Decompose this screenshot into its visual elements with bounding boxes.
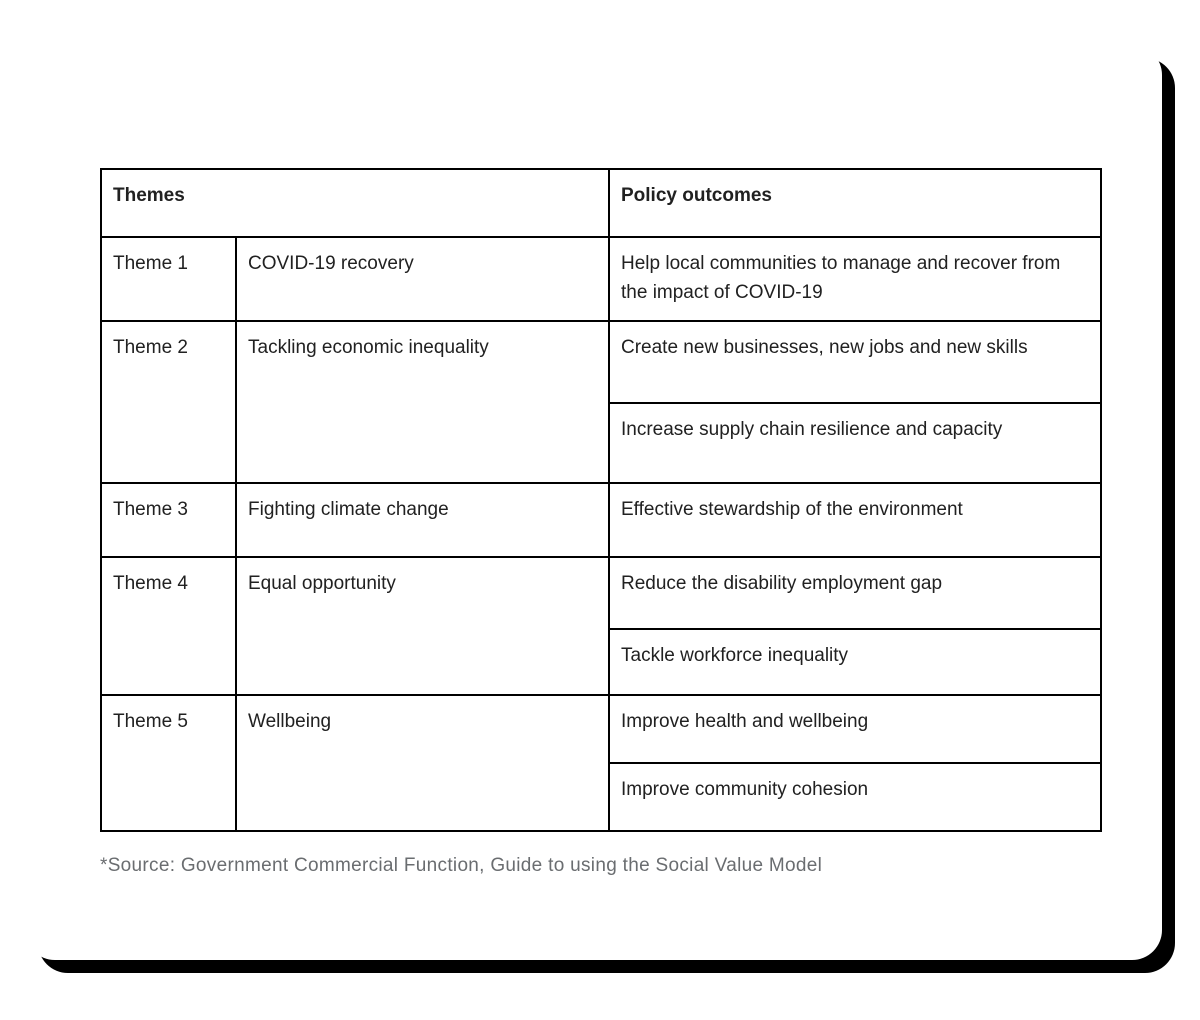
theme-id-cell: Theme 3 xyxy=(101,483,236,557)
table-header-row xyxy=(101,169,1101,237)
social-value-themes-table xyxy=(100,168,1102,832)
source-note: *Source: Government Commercial Function, Guide to using the Social Value Model xyxy=(100,855,823,876)
table-row-theme-2 xyxy=(101,321,1101,403)
theme-id-cell: Theme 2 xyxy=(101,321,236,483)
content-card xyxy=(25,45,1162,960)
theme-name-cell: Fighting climate change xyxy=(236,483,609,557)
table-row-theme-5 xyxy=(101,695,1101,763)
outcome-cell: Improve community cohesion xyxy=(609,763,1101,831)
outcome-cell: Reduce the disability employment gap xyxy=(609,557,1101,629)
theme-id-cell: Theme 1 xyxy=(101,237,236,321)
table-row-theme-4 xyxy=(101,557,1101,629)
outcome-cell: Increase supply chain resilience and capacity xyxy=(609,403,1101,483)
column-header-themes: Themes xyxy=(101,169,609,237)
theme-name-cell: Wellbeing xyxy=(236,695,609,831)
outcome-cell: Improve health and wellbeing xyxy=(609,695,1101,763)
column-header-policy-outcomes: Policy outcomes xyxy=(609,169,1101,237)
theme-id-cell: Theme 5 xyxy=(101,695,236,831)
table-row-theme-3 xyxy=(101,483,1101,557)
outcome-cell: Tackle workforce inequality xyxy=(609,629,1101,695)
theme-name-cell: Tackling economic inequality xyxy=(236,321,609,483)
theme-name-cell: Equal opportunity xyxy=(236,557,609,695)
outcome-cell: Create new businesses, new jobs and new skills xyxy=(609,321,1101,403)
theme-name-cell: COVID-19 recovery xyxy=(236,237,609,321)
theme-id-cell: Theme 4 xyxy=(101,557,236,695)
outcome-cell: Effective stewardship of the environment xyxy=(609,483,1101,557)
outcome-cell: Help local communities to manage and recover from the impact of COVID-19 xyxy=(609,237,1101,321)
table-row-theme-1 xyxy=(101,237,1101,321)
